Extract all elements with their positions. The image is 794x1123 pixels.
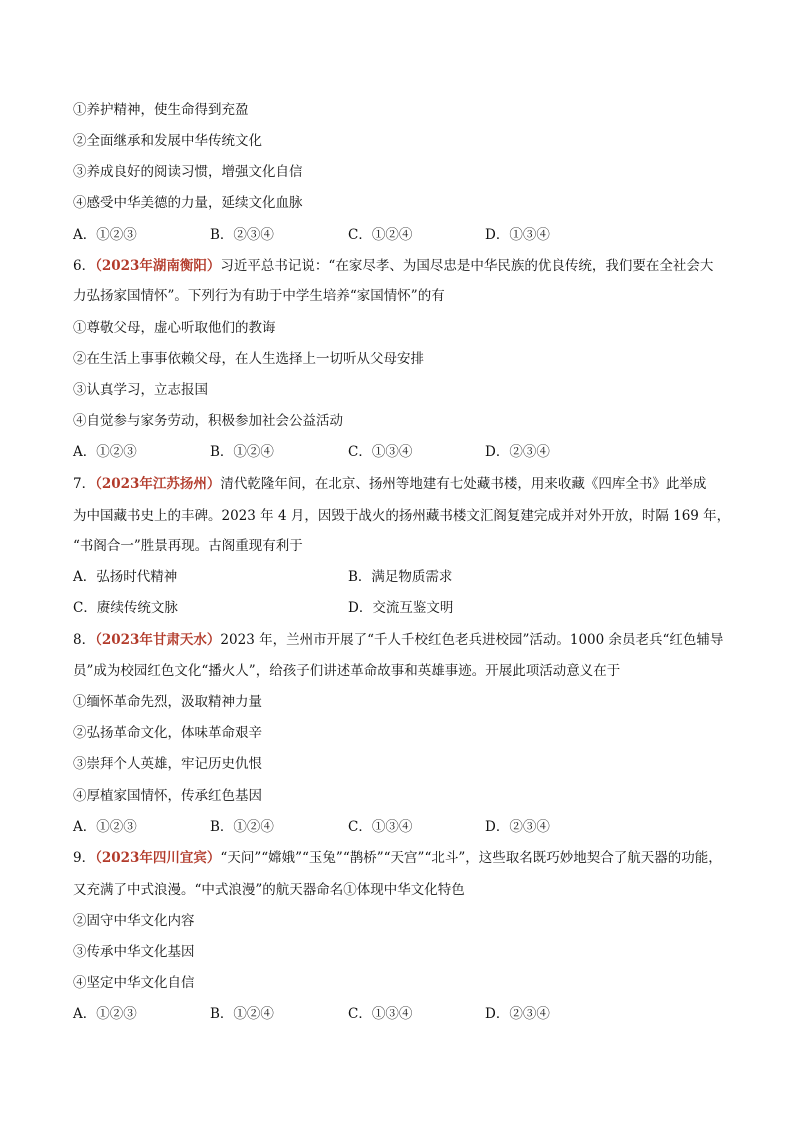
q8-option-c: C．①③④	[348, 819, 413, 835]
q9-item-4: ④坚定中华文化自信	[73, 975, 195, 991]
q6-option-c: C．①③④	[348, 444, 413, 460]
q6-option-b: B．①②④	[210, 444, 274, 460]
q8-option-a: A．①②③	[73, 819, 137, 835]
q5-item-4: ④感受中华美德的力量，延续文化血脉	[73, 195, 303, 211]
q9-number: 9．	[73, 850, 96, 866]
q9-option-d: D．②③④	[485, 1006, 550, 1022]
q7-stem-text-1: 清代乾隆年间，在北京、扬州等地建有七处藏书楼，用来收藏《四库全书》此举成	[220, 476, 707, 492]
q6-number: 6．	[73, 258, 96, 274]
q8-source: （2023年甘肃天水）	[95, 632, 221, 648]
q9-stem-line-2: 又充满了中式浪漫。“中式浪漫”的航天器命名①体现中华文化特色	[73, 882, 465, 898]
q8-number: 8．	[73, 632, 96, 648]
q7-stem-line-1	[73, 475, 706, 493]
q9-item-2: ②固守中华文化内容	[73, 913, 195, 929]
q6-stem-line-2: 力弘扬家国情怀”。下列行为有助于中学生培养“家国情怀”的有	[73, 288, 445, 304]
q6-stem-line-1	[73, 257, 713, 275]
q8-option-d: D．②③④	[485, 819, 550, 835]
q6-source: （2023年湖南衡阳）	[95, 258, 221, 274]
q7-option-b: B．满足物质需求	[348, 569, 453, 585]
q8-item-2: ②弘扬革命文化，体味革命艰辛	[73, 725, 262, 741]
q7-source: （2023年江苏扬州）	[95, 476, 221, 492]
q7-option-a: A．弘扬时代精神	[73, 569, 178, 585]
q6-option-d: D．②③④	[485, 444, 550, 460]
q6-item-1: ①尊敬父母，虚心听取他们的教诲	[73, 320, 276, 336]
q6-stem-text-1: 习近平总书记说：“在家尽孝、为国尽忠是中华民族的优良传统，我们要在全社会大	[220, 258, 714, 274]
q8-item-3: ③崇拜个人英雄，牢记历史仇恨	[73, 756, 262, 772]
q5-option-d: D．①③④	[485, 227, 550, 243]
q5-option-a: A．①②③	[73, 227, 137, 243]
q8-stem-line-2: 员”成为校园红色文化“播火人”，给孩子们讲述革命故事和英雄事迹。开展此项活动意义在于	[73, 663, 621, 679]
q7-stem-line-3: “书阁合一”胜景再现。古阁重现有利于	[73, 538, 303, 554]
q5-option-b: B．②③④	[210, 227, 274, 243]
q8-stem-text-1: 2023 年，兰州市开展了“千人千校红色老兵进校园”活动。1000 余员老兵“红色辅导	[220, 632, 724, 648]
q9-item-3: ③传承中华文化基因	[73, 944, 195, 960]
q9-option-b: B．①②④	[210, 1006, 274, 1022]
q8-item-4: ④厚植家国情怀，传承红色基因	[73, 788, 262, 804]
q9-option-a: A．①②③	[73, 1006, 137, 1022]
q8-option-b: B．①②④	[210, 819, 274, 835]
q7-option-c: C．赓续传统文脉	[73, 600, 178, 616]
q8-item-1: ①缅怀革命先烈，汲取精神力量	[73, 694, 262, 710]
q5-item-1: ①养护精神，使生命得到充盈	[73, 102, 249, 118]
q7-number: 7．	[73, 476, 96, 492]
q7-option-d: D．交流互鉴文明	[348, 600, 454, 616]
q8-stem-line-1	[73, 631, 723, 649]
q9-source: （2023年四川宜宾）	[95, 850, 221, 866]
q5-item-3: ③养成良好的阅读习惯，增强文化自信	[73, 164, 303, 180]
q6-item-4: ④自觉参与家务劳动，积极参加社会公益活动	[73, 413, 343, 429]
q9-stem-line-1	[73, 849, 722, 867]
q5-item-2: ②全面继承和发展中华传统文化	[73, 133, 262, 149]
q6-item-3: ③认真学习，立志报国	[73, 382, 208, 398]
q9-option-c: C．①③④	[348, 1006, 413, 1022]
q6-item-2: ②在生活上事事依赖父母，在人生选择上一切听从父母安排	[73, 351, 424, 367]
q5-option-c: C．①②④	[348, 227, 413, 243]
q7-stem-line-2: 为中国藏书史上的丰碑。2023 年 4 月，因毁于战火的扬州藏书楼文汇阁复建完成并对外开放，时隔 169 年，	[73, 508, 731, 524]
q6-option-a: A．①②③	[73, 444, 137, 460]
q9-stem-text-1: “天问”“嫦娥”“玉兔”“鹊桥”“天宫”“北斗”，这些取名既巧妙地契合了航天器的功能，	[220, 850, 722, 866]
